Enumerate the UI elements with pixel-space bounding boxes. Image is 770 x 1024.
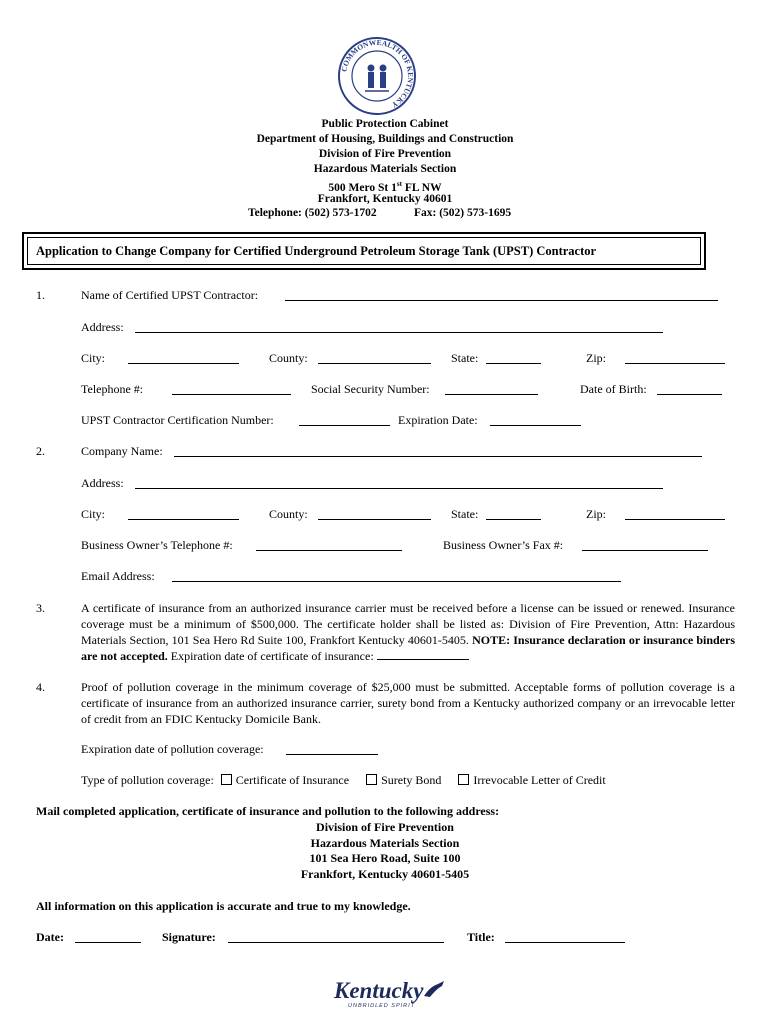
- insurance-expiration-field[interactable]: [377, 659, 469, 660]
- pollution-type-label: Type of pollution coverage:: [81, 773, 214, 787]
- kentucky-logo-text: Kentucky: [334, 978, 424, 1003]
- signature-field[interactable]: [228, 942, 444, 943]
- kentucky-seal: [337, 36, 417, 116]
- mail-intro: Mail completed application, certificate of insurance and pollution to the following address:: [36, 804, 500, 818]
- section-1-number: 1.: [36, 288, 45, 302]
- header-department: Department of Housing, Buildings and Construction: [256, 133, 514, 145]
- company-city-label: City:: [81, 507, 106, 521]
- contractor-name-label: Name of Certified UPST Contractor:: [81, 288, 259, 302]
- address-field[interactable]: [135, 332, 663, 333]
- company-state-field[interactable]: [486, 519, 541, 520]
- owner-fax-field[interactable]: [582, 550, 708, 551]
- title-field[interactable]: [505, 942, 625, 943]
- pollution-type-row: [81, 773, 606, 787]
- city-label: City:: [81, 351, 106, 365]
- email-label: Email Address:: [81, 569, 155, 583]
- owner-fax-label: Business Owner’s Fax #:: [443, 538, 564, 552]
- dob-field[interactable]: [657, 394, 722, 395]
- title-label: Title:: [467, 930, 495, 944]
- mail-line-3: 101 Sea Hero Road, Suite 100: [309, 851, 461, 865]
- company-state-label: State:: [451, 507, 479, 521]
- cert-expiration-field[interactable]: [490, 425, 581, 426]
- company-county-field[interactable]: [318, 519, 431, 520]
- header-cabinet: Public Protection Cabinet: [321, 118, 449, 130]
- surety-bond-checkbox[interactable]: [366, 774, 377, 785]
- certificate-option-label: Certificate of Insurance: [235, 773, 350, 787]
- company-name-label: Company Name:: [81, 444, 163, 458]
- contractor-name-field[interactable]: [285, 300, 718, 301]
- company-name-field[interactable]: [174, 456, 702, 457]
- kentucky-logo: [330, 978, 450, 1014]
- pollution-paragraph: Proof of pollution coverage in the minimum coverage of $25,000 must be submitted. Acceptable forms of pollution coverage is a certificate of insurance from an authorized insurance carrier, surety bond from a Kentucky authorized company or an irrevocable letter of credit from an FDIC Kentucky Domicile Bank.: [81, 680, 735, 726]
- pollution-expiration-field[interactable]: [286, 754, 378, 755]
- signature-label: Signature:: [162, 930, 216, 944]
- ssn-field[interactable]: [445, 394, 538, 395]
- owner-telephone-label: Business Owner’s Telephone #:: [81, 538, 233, 552]
- header-city: Frankfort, Kentucky 40601: [317, 193, 453, 205]
- mail-line-4: Frankfort, Kentucky 40601-5405: [300, 867, 470, 881]
- zip-label: Zip:: [586, 351, 606, 365]
- section-3-number: 3.: [36, 601, 45, 615]
- form-title: Application to Change Company for Certified Underground Petroleum Storage Tank (UPST) Contractor: [36, 244, 597, 258]
- cert-expiration-label: Expiration Date:: [398, 413, 478, 427]
- county-label: County:: [269, 351, 308, 365]
- date-field[interactable]: [75, 942, 141, 943]
- company-zip-field[interactable]: [625, 519, 725, 520]
- header-division: Division of Fire Prevention: [318, 148, 452, 160]
- surety-bond-option-label: Surety Bond: [381, 773, 442, 787]
- attestation-text: All information on this application is accurate and true to my knowledge.: [36, 899, 411, 913]
- zip-field[interactable]: [625, 363, 725, 364]
- company-city-field[interactable]: [128, 519, 239, 520]
- header-fax: Fax: (502) 573-1695: [414, 207, 512, 219]
- company-address-label: Address:: [81, 476, 124, 490]
- mail-line-1: Division of Fire Prevention: [316, 820, 454, 834]
- header-section: Hazardous Materials Section: [313, 163, 457, 175]
- kentucky-tagline: UNBRIDLED SPIRIT: [348, 1003, 416, 1009]
- county-field[interactable]: [318, 363, 431, 364]
- mail-line-2: Hazardous Materials Section: [310, 836, 460, 850]
- ssn-label: Social Security Number:: [311, 382, 430, 396]
- date-label: Date:: [36, 930, 64, 944]
- cert-number-field[interactable]: [299, 425, 390, 426]
- cert-number-label: UPST Contractor Certification Number:: [81, 413, 274, 427]
- certificate-checkbox[interactable]: [221, 774, 232, 785]
- header-telephone: Telephone: (502) 573-1702: [248, 207, 377, 219]
- dob-label: Date of Birth:: [580, 382, 647, 396]
- section-4-number: 4.: [36, 680, 45, 694]
- company-address-field[interactable]: [135, 488, 663, 489]
- company-zip-label: Zip:: [586, 507, 606, 521]
- svg-text:COMMONWEALTH OF KENTUCKY: COMMONWEALTH OF KENTUCKY: [339, 37, 416, 110]
- header-street: 500 Mero St 1st FL NW: [328, 180, 442, 194]
- telephone-label: Telephone #:: [81, 382, 144, 396]
- insurance-paragraph: A certificate of insurance from an authorized insurance carrier must be received before a license can be issued or renewed. Insurance coverage must be a minimum of $500,000. The certificate holder shall be listed as: Division of Fire Prevention, Attn: Hazardous Materials Section, 101 Sea Hero Rd Suite 100, Frankfort Kentucky 40601-5405. NOTE: Insurance declaration or insurance binders are not accepted. Expiration date of certificate of insurance:: [81, 601, 735, 663]
- telephone-field[interactable]: [172, 394, 291, 395]
- company-county-label: County:: [269, 507, 308, 521]
- pollution-expiration-label: Expiration date of pollution coverage:: [81, 742, 264, 756]
- state-label: State:: [451, 351, 479, 365]
- letter-of-credit-checkbox[interactable]: [458, 774, 469, 785]
- state-field[interactable]: [486, 363, 541, 364]
- letter-of-credit-option-label: Irrevocable Letter of Credit: [473, 773, 606, 787]
- owner-telephone-field[interactable]: [256, 550, 402, 551]
- city-field[interactable]: [128, 363, 239, 364]
- horse-icon: [422, 980, 446, 998]
- address-label: Address:: [81, 320, 124, 334]
- email-field[interactable]: [172, 581, 621, 582]
- section-2-number: 2.: [36, 444, 45, 458]
